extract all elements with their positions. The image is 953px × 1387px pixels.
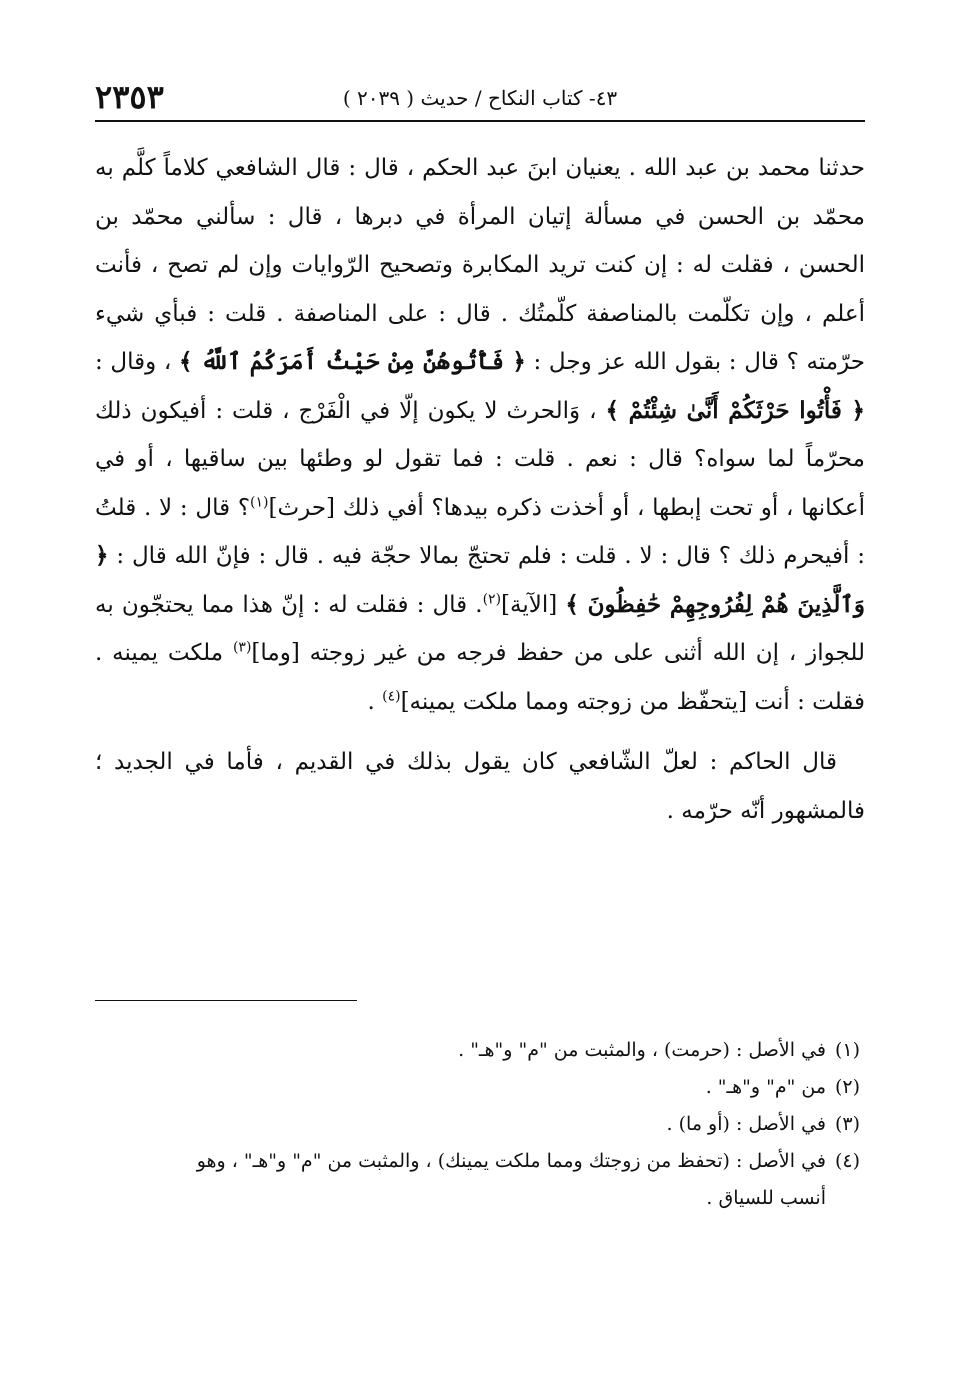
text-segment: [الآية]	[501, 591, 558, 618]
footnote-ref-4: (٤)	[382, 687, 401, 704]
footnote-number: (٢)	[834, 1076, 860, 1098]
quran-verse-1: ﴿ فَأْتُوهُنَّ مِنْ حَيْثُ أَمَرَكُمُ ٱللَّهُ ﴾	[179, 348, 526, 375]
quran-verse-3: ﴿ وَٱلَّذِينَ هُمْ لِفُرُوجِهِمْ حَٰفِظُونَ ﴾	[95, 542, 865, 618]
footnotes	[95, 1032, 860, 1217]
running-head	[95, 70, 865, 122]
footnote-ref-3: (٣)	[232, 639, 252, 656]
footnote-number: (٣)	[834, 1113, 860, 1135]
paragraph-1	[95, 144, 865, 726]
footnote-text: في الأصل : (أو ما) .	[666, 1113, 826, 1135]
footnote-number: (٤)	[834, 1150, 860, 1172]
text-segment: ، وقال :	[95, 349, 172, 375]
page	[95, 70, 865, 835]
footnote-number: (١)	[834, 1039, 860, 1061]
footnote-4-continuation: أنسب للسياق .	[706, 1187, 826, 1209]
text-segment: . قال : فقلت له : إنّ هذا مما يحتجّون به للجواز ، إن الله أثنى على من حفظ فرجه من غير زوجته [وما]	[95, 591, 866, 666]
page-number: ٢٣٥٣	[95, 78, 164, 116]
text-segment: حدثنا محمد بن عبد الله . يعنيان ابنَ عبد الحكم ، قال : قال الشافعي كلاماً كلَّم به محمّد بن الحسن في مسألة إتيان المرأة في دبرها ، قال : سألني محمّد بن الحسن ، فقلت له : إن كنت تريد المكابرة وتصحيح الرّوايات وإن لم تصح ، فأنت أعلم ، وإن تكلّمت بالمناصفة كلّمتُك . قال : على المناصفة . قلت : فبأي شيء حرّمته ؟ قال : بقول الله عز وجل :	[95, 155, 866, 375]
footnote-text: من "م" و"هـ" .	[705, 1076, 826, 1098]
footnote-ref-1: (١)	[250, 493, 269, 510]
text-segment: .	[367, 688, 375, 715]
text-segment: ملكت يمينه . فقلت : أنت [يتحفّظ من زوجته ومما ملكت يمينه]	[95, 640, 865, 715]
text-segment: ؟ قال : لا . قلتُ : أفيحرم ذلك ؟ قال : لا . قلت : فلم تحتجّ بمالا حجّة فيه . قال : فإنّ الله قال :	[95, 494, 866, 569]
text-segment: ، وَالحرث لا يكون إلّا في الْفَرْج ، قلت : أفيكون ذلك محرّماً لما سواه؟ قال : نعم . قلت : فما تقول لو وطئها بين ساقيها ، أو في أعكانها ، أو تحت إبطها ، أو أخذت ذكره بيدها؟ أفي ذلك [حرث]	[95, 397, 865, 521]
footnote-text: في الأصل : (حرمت) ، والمثبت من "م" و"هـ" .	[458, 1039, 826, 1061]
footnote-1	[95, 1032, 860, 1069]
footnote-4	[95, 1143, 860, 1180]
footnote-ref-2: (٢)	[482, 590, 502, 607]
footnote-text: في الأصل : (تحفظ من زوجتك ومما ملكت يمينك) ، والمثبت من "م" و"هـ" ، وهو	[196, 1150, 826, 1172]
header-title: ٤٣- كتاب النكاح / حديث ( ٢٠٣٩ )	[342, 86, 618, 110]
paragraph-2: قال الحاكم : لعلّ الشّافعي كان يقول بذلك في القديم ، فأما في الجديد ؛ فالمشهور أنّه حرّمه .	[95, 749, 865, 824]
footnote-divider	[95, 1000, 357, 1001]
body-text	[95, 144, 865, 835]
quran-verse-2: ﴿ فَأْتُوا حَرْثَكُمْ أَنَّىٰ شِئْتُمْ ﴾	[605, 396, 866, 424]
footnote-3	[95, 1106, 860, 1143]
footnote-2	[95, 1069, 860, 1106]
